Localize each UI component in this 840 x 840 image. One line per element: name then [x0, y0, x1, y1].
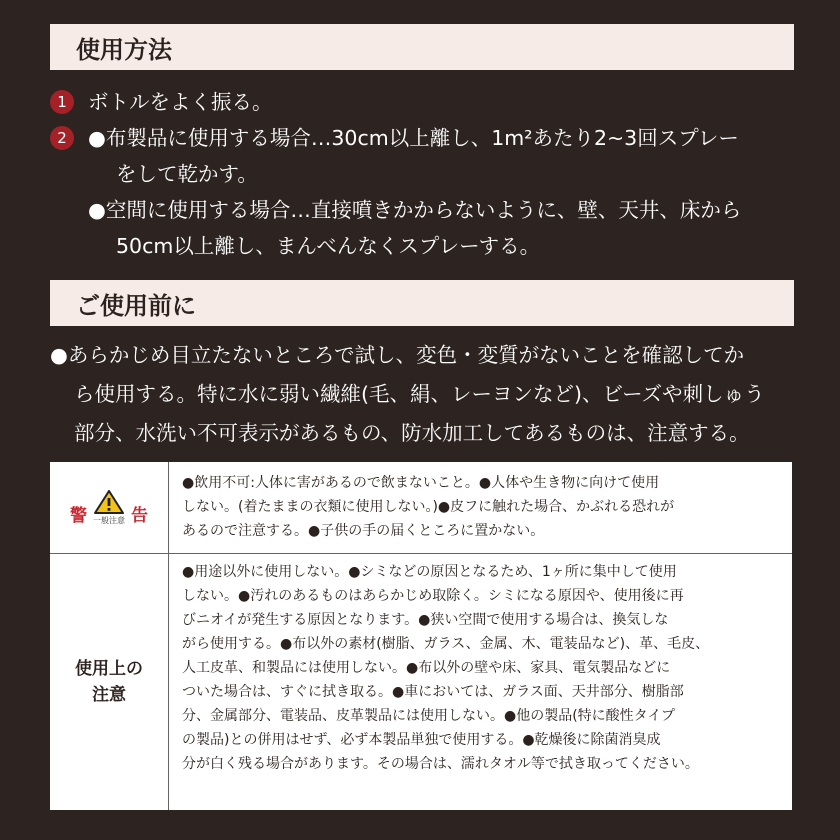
caution-text	[169, 554, 792, 810]
warning-line: あるので注意する。●子供の手の届くところに置かない。	[182, 523, 545, 539]
warning-line: しない。(着たままの衣類に使用しない。)●皮フに触れた場合、かぶれる恐れが	[182, 499, 675, 515]
precaution-section-title: ご使用前に	[50, 280, 794, 326]
caution-line: ●用途以外に使用しない。●シミなどの原因となるため、1ヶ所に集中して使用	[182, 564, 677, 580]
caution-line: びニオイが発生する原因となります。●狭い空間で使用する場合は、換気しな	[182, 612, 669, 628]
caution-line: の製品)との併用はせず、必ず本製品単独で使用する。●乾燥後に除菌消臭成	[182, 732, 661, 748]
caution-label-line1: 使用上の	[75, 659, 143, 679]
precaution-line: 部分、水洗い不可表示があるもの、防水加工してあるものは、注意する。	[74, 421, 750, 445]
usage-step-2	[50, 120, 810, 264]
warning-line: ●飲用不可:人体に害があるので飲まないこと。●人体や生き物に向けて使用	[182, 475, 660, 491]
warning-sublabel: 一般注意	[93, 515, 125, 525]
caution-table	[50, 462, 792, 810]
step-number-badge: 1	[50, 90, 74, 114]
caution-line: ついた場合は、すぐに拭き取る。●車においては、ガラス面、天井部分、樹脂部	[182, 684, 684, 700]
usage-section-title: 使用方法	[50, 24, 794, 70]
step-number-badge: 2	[50, 126, 74, 150]
warning-label	[50, 462, 169, 554]
precaution-text	[50, 336, 810, 453]
caution-line: 人工皮革、和製品には使用しない。●布以外の壁や床、家具、電気製品などに	[182, 660, 671, 676]
caution-line: 分が白く残る場合があります。その場合は、濡れタオル等で拭き取ってください。	[182, 756, 699, 772]
step-text: 50cm以上離し、まんべんなくスプレーする。	[116, 234, 541, 258]
precaution-line: ●あらかじめ目立たないところで試し、変色・変質がないことを確認してか	[50, 343, 745, 367]
warning-label-left: 警	[70, 505, 87, 526]
caution-line: しない。●汚れのあるものはあらかじめ取除く。シミになる原因や、使用後に再	[182, 588, 684, 604]
warning-text	[169, 462, 792, 554]
step-text: ●空間に使用する場合…直接噴きかからないように、壁、天井、床から	[88, 198, 742, 222]
usage-steps	[50, 84, 810, 264]
step-text: をして乾かす。	[116, 162, 258, 186]
caution-line: がら使用する。●布以外の素材(樹脂、ガラス、金属、木、電装品など)、革、毛皮、	[182, 636, 710, 652]
caution-label	[50, 554, 169, 810]
precaution-line: ら使用する。特に水に弱い繊維(毛、絹、レーヨンなど)、ビーズや刺しゅう	[74, 382, 765, 406]
step-text: ●布製品に使用する場合…30cm以上離し、1m²あたり2~3回スプレー	[88, 126, 739, 150]
caution-label-line2: 注意	[92, 685, 126, 705]
caution-line: 分、金属部分、電装品、皮革製品には使用しない。●他の製品(特に酸性タイプ	[182, 708, 675, 724]
warning-triangle-icon	[94, 490, 124, 514]
warning-label-right: 告	[131, 505, 148, 526]
usage-step-1	[50, 84, 810, 120]
step-text: ボトルをよく振る。	[88, 90, 273, 114]
